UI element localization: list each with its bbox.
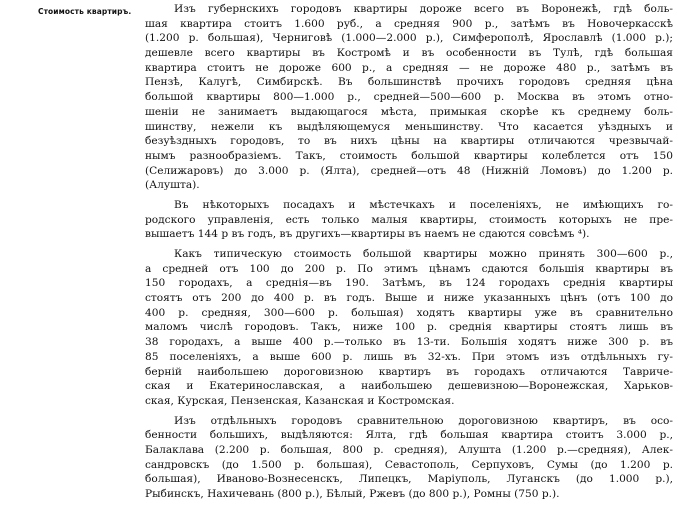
text-line: шеніи не занимаетъ выдающагося мѣста, примыкая скорѣе къ среднему боль- bbox=[145, 105, 673, 118]
text-line: берній наибольшею дороговизною квартиръ въ городахъ отличаются Тавриче- bbox=[145, 365, 673, 378]
text-line: (Алушта). bbox=[145, 179, 200, 192]
text-line: Въ нѣкоторыхъ посадахъ и мѣстечкахъ и поселеніяхъ, не имѣющихъ го- bbox=[174, 198, 673, 211]
text-line: ская, Курская, Пензенская, Казанская и Костромская. bbox=[145, 394, 455, 407]
text-line: большая), Иваново-Вознесенскъ, Липецкъ, Маріуполь, Луганскъ (до 1.000 р.), bbox=[145, 473, 673, 486]
text-line: Изъ губернскихъ городовъ квартиры дороже всего въ Воронежѣ, гдѣ боль- bbox=[174, 3, 673, 15]
text-line: Рыбинскъ, Нахичевань (800 р.), Бѣлый, Ржевъ (до 800 р.), Ромны (750 р.). bbox=[145, 488, 560, 500]
text-line: стоятъ отъ 200 до 400 р. въ годъ. Выше и ниже указанныхъ цѣнъ (отъ 100 до bbox=[145, 292, 673, 305]
paragraph bbox=[145, 247, 673, 409]
text-line: 400 р. средняя, 300—600 р. большая) ходятъ квартиры уже въ сравнительно bbox=[145, 306, 673, 319]
text-line: (1.200 р. большая), Черниговѣ (1.000—2.000 р.), Симферополѣ, Ярославлѣ (1.000 р.); bbox=[145, 32, 673, 45]
text-line: сандровскъ (до 1.500 р. большая), Севастополь, Серпуховъ, Сумы (до 1.200 р. bbox=[145, 458, 673, 471]
text-line: маломъ числѣ городовъ. Такъ, ниже 100 р. среднія квартиры стоятъ лишь въ bbox=[145, 321, 673, 334]
text-line: квартира стоитъ не дороже 600 р., а средняя — не дороже 480 р., затѣмъ въ bbox=[145, 61, 673, 74]
text-line: дешевле всего квартиры въ Костромѣ и въ особенности въ Тулѣ, гдѣ большая bbox=[145, 47, 673, 60]
text-line: шая квартира стоитъ 1.600 руб., а средняя 900 р., затѣмъ въ Новочеркасскѣ bbox=[145, 17, 673, 30]
text-line: большой квартиры 800—1.000 р., средней—500—600 р. Москва въ этомъ отно- bbox=[145, 91, 673, 104]
text-line: Изъ отдѣльныхъ городовъ сравнительною дороговизною квартиръ, въ осо- bbox=[174, 414, 673, 427]
text-line: шинству, нежели къ выдѣляющемуся меньшинству. Что касается уѣздныхъ и bbox=[145, 120, 673, 133]
text-line: бенности большихъ, выдѣляются: Ялта, гдѣ большая квартира стоитъ 3.000 р., bbox=[145, 429, 673, 442]
text-line: вышаетъ 144 р въ годъ, въ другихъ—квартиры въ наемъ не сдаются совсѣмъ ⁴). bbox=[145, 228, 590, 241]
text-column bbox=[145, 2, 673, 502]
text-line: Пензѣ, Калугѣ, Симбирскѣ. Въ большинствѣ прочихъ городовъ средняя цѣна bbox=[145, 76, 673, 89]
text-line: 150 городахъ, а среднія—въ 190. Затѣмъ, въ 124 городахъ среднія квартиры bbox=[145, 277, 673, 290]
text-line: безуѣздныхъ городовъ, то въ нихъ цѣны на квартиры отличаются чрезвычай- bbox=[145, 135, 673, 148]
paragraph bbox=[145, 2, 673, 193]
text-line: ская и Екатеринославская, а наибольшею дешевизною—Воронежская, Харьков- bbox=[145, 380, 673, 393]
text-line: Какъ типическую стоимость большой квартиры можно принять 300—600 р., bbox=[174, 248, 673, 260]
margin-note: Стоимость квартиръ. bbox=[38, 7, 132, 16]
text-line: 38 городахъ, а выше 400 р.—только въ 13-ти. Большія ходятъ ниже 300 р. въ bbox=[145, 336, 673, 349]
text-line: Балаклава (2.200 р. большая, 800 р. средняя), Алушта (1.200 р.—средняя), Алек- bbox=[145, 443, 673, 456]
text-line: а средней отъ 100 до 200 р. По этимъ цѣнамъ сдаются большія квартиры въ bbox=[145, 262, 673, 275]
text-line: 85 поселеніяхъ, а выше 600 р. лишь въ 32-хъ. При этомъ изъ отдѣльныхъ гу- bbox=[145, 350, 673, 363]
paragraph bbox=[145, 414, 673, 502]
text-line: родского управленія, есть только малыя квартиры, стоимость которыхъ не пре- bbox=[145, 213, 673, 226]
text-line: (Селижаровъ) до 3.000 р. (Ялта), средней—отъ 48 (Нижній Ломовъ) до 1.200 р. bbox=[145, 164, 673, 177]
text-line: нымъ разнообразіемъ. Такъ, стоимость большой квартиры колеблется отъ 150 bbox=[145, 149, 673, 162]
paragraph bbox=[145, 198, 673, 242]
